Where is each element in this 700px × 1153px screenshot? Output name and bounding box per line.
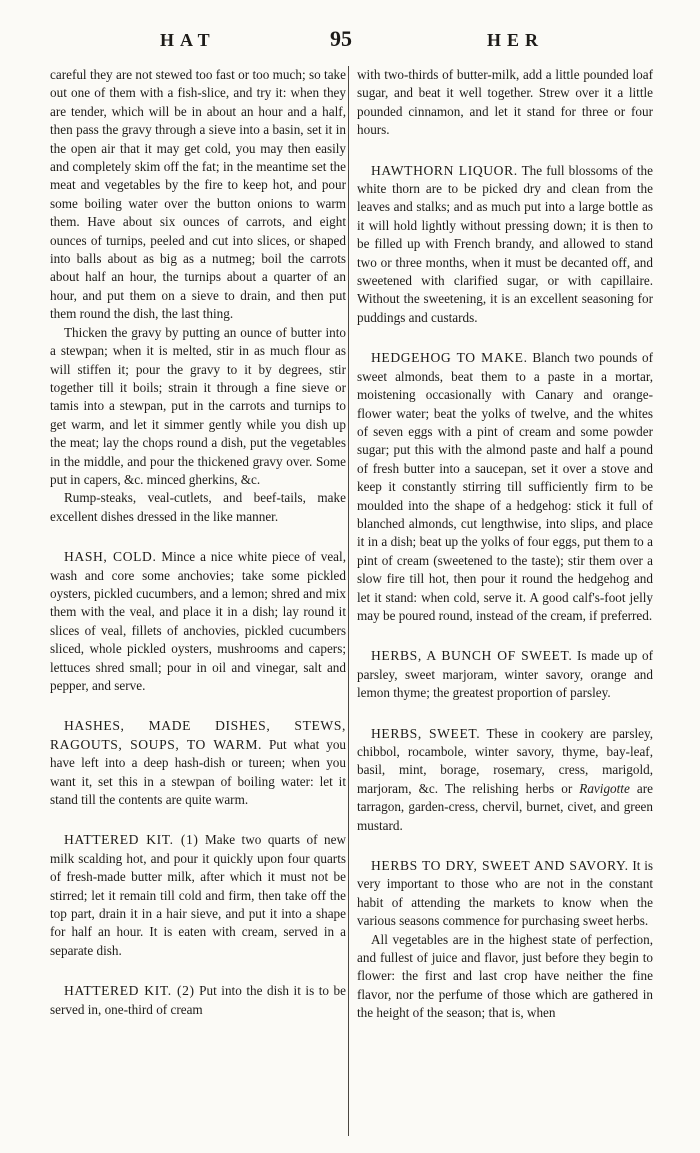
entry-body: Put what you have left into a deep hash-dish or tureen; when you want it, set this in a stewpan of boiling water: let it stand till the contents are quite warm.: [50, 736, 347, 808]
entry-body: are tarragon, garden-cress, chervil, burnet, civet, and green mustard.: [357, 780, 653, 833]
page-number: 95: [330, 26, 352, 51]
left-column: [50, 66, 346, 1019]
column-divider: [348, 66, 349, 1136]
entry-herbs-bunch-of-sweet: [357, 647, 653, 702]
entry-heading: HAWTHORN LIQUOR.: [371, 162, 518, 178]
entry-heading: HERBS, SWEET.: [371, 725, 481, 741]
entry-body: Is made up of parsley, sweet marjoram, winter savory, orange and lemon thyme; the greatest proportion of parsley.: [357, 648, 653, 701]
paragraph-continued: careful they are not stewed too fast or too much; so take out one of them with a fish-slice, and try it: when they are tender, which will be in about an hour and a half, then pass the gravy through a sieve into a basin, set it in the open air that it may get cold, you may then easily and completely skim off the fat; in the meantime set the meat and vegetables by the fire to keep hot, and pour some boiling water over the button onions to warm them. Have about six ounces of carrots, and eight ounces of turnips, peeled and cut into slices, or shaped into balls about as big as a nutmeg; boil the carrots about half an hour, the turnips about a quarter of an hour, and put them on a sieve to drain, and then put them round the dish, the last thing.: [50, 67, 346, 322]
entry-hawthorn-liquor: [357, 162, 653, 328]
entry-herbs-sweet: [357, 725, 653, 835]
entry-heading: HERBS, A BUNCH OF SWEET.: [371, 648, 573, 664]
entry-heading: HEDGEHOG TO MAKE.: [371, 350, 528, 366]
entry-heading: HASH, COLD.: [64, 549, 157, 565]
paragraph-rump-steaks: Rump-steaks, veal-cutlets, and beef-tails, make excellent dishes dressed in the like manner.: [50, 490, 346, 524]
entry-body: It is very important to those who are not in the constant habit of attending the markets to know when the various seasons commence for purchasing sweet herbs.: [357, 858, 653, 929]
entry-body: Blanch two pounds of sweet almonds, beat them to a paste in a mortar, moistening occasionally with Canary and orange-flower water; beat the yolks of twelve, and the whites of seven eggs with a pint of cream and some powder sugar; put this with the almond paste and half a pound of fresh butter into a saucepan, set it over a stove and keep it constantly stirring till sufficiently firm to be moulded into the shape of a hedgehog: stick it full of blanched almonds, cut lengthwise, into slips, and place it in a dish; beat up the yolks of four eggs, put them to a pint of cream (sweetened to the taste); stir them over a slow fire till hot, then pour it round the hedgehog and let it stand: when cold, serve it. A good calf's-foot jelly may be poured round, instead of the cream, if preferred.: [357, 350, 654, 623]
entry-heading: HERBS TO DRY, SWEET AND SAVORY.: [371, 858, 629, 874]
entry-body: The full blossoms of the white thorn are to be picked dry and clean from the leaves and stalks; and as much put into a large bottle as it will hold lightly without pressing down; it is then to be filled up with French brandy, and allowed to stand two or three months, when it must be decanted off, and sweetened with clarified sugar, or with capillaire. Without the sweetening, it is an excellent seasoning for puddings and custards.: [357, 162, 653, 325]
running-header: [0, 26, 700, 60]
entry-hash-cold: [50, 548, 346, 695]
entry-herbs-to-dry: [357, 857, 653, 931]
entry-body: Make two quarts of new milk scalding hot, and pour it quickly upon four quarts of fresh-made butter milk, after which it must not be stirred; let it remain till cold and firm, then take off the top part, drain it in a hair sieve, and put it into a shape for half an hour. It is eaten with cream, served in a separate dish.: [50, 832, 346, 958]
header-left-word: HAT: [160, 30, 216, 50]
italic-term: Ravigotte: [579, 780, 630, 796]
entry-hedgehog-to-make: [357, 349, 653, 625]
entry-heading: HATTERED KIT. (1): [64, 832, 199, 848]
entry-body: Mince a nice white piece of veal, wash and core some anchovies; take some pickled oysters, pickled cucumbers, and a lemon; shred and mix them with the veal, and place it in a dish; lay round it slices of veal, fillets of anchovies, pickled cucumbers sliced, whole pickled oysters, mushrooms and capers; lettuces shred small; pour in oil and vinegar, salt and pepper, and serve.: [50, 549, 346, 693]
right-column: [357, 66, 653, 1023]
header-right-word: HER: [487, 30, 545, 50]
paragraph-all-vegetables: All vegetables are in the highest state of perfection, and fullest of juice and flavor, just before they begin to flower: the first and last crop have neither the fine flavor, nor the perfume of those which are gathered in the height of the season; that is, when: [357, 931, 653, 1021]
entry-heading: HATTERED KIT. (2): [64, 983, 195, 999]
entry-heading: HASHES, MADE DISHES, STEWS, RAGOUTS, SOUPS, TO WARM.: [50, 718, 346, 752]
entry-hattered-kit-2: [50, 982, 346, 1019]
entry-hattered-kit-1: [50, 831, 346, 960]
entry-body: Put into the dish it is to be served in, one-third of cream: [50, 983, 347, 1017]
entry-body: These in cookery are parsley, chibbol, rocambole, winter savory, thyme, bay-leaf, basil, mint, borage, rosemary, cress, marigold, marjoram, &c. The relishing herbs or: [357, 725, 654, 796]
entry-hashes-to-warm: [50, 717, 346, 809]
paragraph-thicken-gravy: Thicken the gravy by putting an ounce of butter into a stewpan; when it is melted, stir in as much flour as will stiffen it; pour the gravy to it by degrees, stir together till it boils; strain it through a fine sieve or tamis into a stewpan, put in the carrots and turnips to get warm, and let it simmer gently while you dish up the meat; lay the chops round a dish, put the vegetables in the middle, and pour the thickened gravy over. Some put in capers, &c. minced gherkins, &c.: [50, 324, 346, 487]
paragraph-continued: with two-thirds of butter-milk, add a little pounded loaf sugar, and beat it well together. Strew over it a little pounded cinnamon, and let it stand for three or four hours.: [357, 67, 653, 138]
